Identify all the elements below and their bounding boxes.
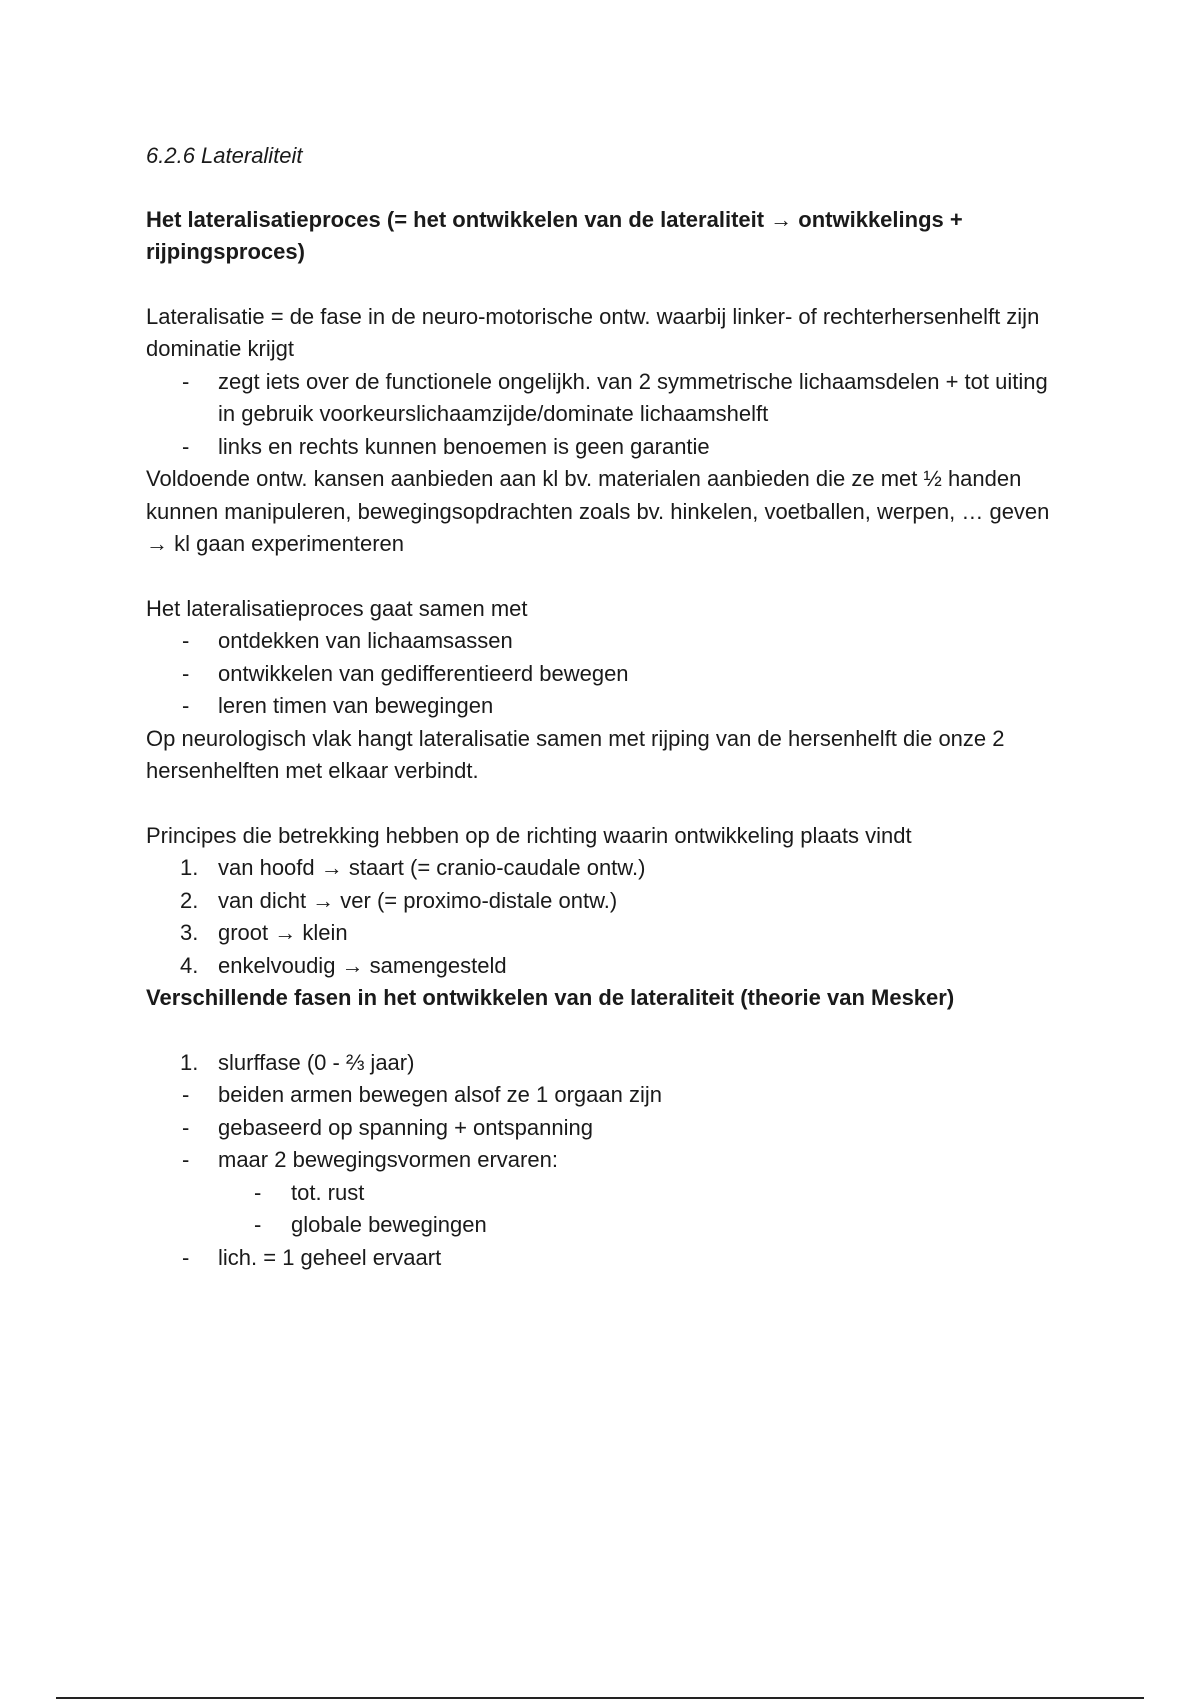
paragraph-principes: Principes die betrekking hebben op de richting waarin ontwikkeling plaats vindt: [146, 822, 912, 848]
bullet-list-samen-met: [146, 625, 1066, 723]
list-item-text: gebaseerd op spanning + ontspanning: [218, 1114, 593, 1140]
numbered-list-principes: [146, 852, 1066, 982]
numbered-list-fasen: [146, 1047, 1066, 1080]
list-item-text: links en rechts kunnen benoemen is geen garantie: [218, 433, 710, 459]
paragraph-ontwikkelingskansen: Voldoende ontw. kansen aanbieden aan kl bv. materialen aanbieden die ze met ½ handen kunnen manipuleren, bewegingsopdrachten zoals bv. hinkelen, voetballen, werpen, … geven → kl gaan experimenteren: [146, 466, 1050, 556]
page-bottom-divider: [56, 1697, 1144, 1699]
sub-bullet-list-bewegingsvormen: [146, 1177, 1066, 1242]
list-item: [146, 1047, 1066, 1080]
dash-marker: -: [182, 660, 190, 686]
paragraph-lateralisatie-definition: Lateralisatie = de fase in de neuro-motorische ontw. waarbij linker- of rechterhersenhelft zijn dominatie krijgt: [146, 303, 1040, 361]
list-item: [146, 852, 1066, 885]
number-marker: 1.: [180, 855, 199, 880]
list-item: [146, 690, 1066, 723]
number-marker: 1.: [180, 1049, 199, 1075]
number-marker: 4.: [180, 952, 199, 978]
list-item: [146, 1177, 1066, 1210]
number-marker: 3.: [180, 920, 199, 945]
dash-marker: -: [254, 1212, 262, 1237]
dash-marker: -: [182, 1082, 190, 1107]
list-item-text: lich. = 1 geheel ervaart: [218, 1244, 442, 1270]
list-item-text: groot → klein: [218, 920, 348, 945]
document-page: [146, 140, 1066, 1274]
dash-marker: -: [182, 693, 190, 718]
heading-lateralisatieproces: Het lateralisatieproces (= het ontwikkelen van de lateraliteit → ontwikkelings + rijpingsproces): [146, 206, 963, 264]
list-item-text: beiden armen bewegen alsof ze 1 orgaan zijn: [218, 1082, 662, 1107]
list-item-text: leren timen van bewegingen: [218, 693, 494, 718]
list-item-text: ontwikkelen van gedifferentieerd bewegen: [218, 660, 629, 686]
list-item-text: zegt iets over de functionele ongelijkh. van 2 symmetrische lichaamsdelen + tot uiting in gebruik voorkeurslichaamzijde/dominate lichaamshelft: [218, 368, 1048, 426]
paragraph-neurologisch: Op neurologisch vlak hangt lateralisatie samen met rijping van de hersenhelft die onze 2 hersenhelften met elkaar verbindt.: [146, 725, 1005, 783]
dash-marker: -: [182, 433, 190, 459]
list-item: [146, 885, 1066, 918]
list-item-text: maar 2 bewegingsvormen ervaren:: [218, 1147, 558, 1172]
dash-marker: -: [182, 1147, 190, 1172]
dash-marker: -: [182, 368, 190, 394]
list-item: [146, 1209, 1066, 1242]
heading-fasen-mesker: Verschillende fasen in het ontwikkelen van de lateraliteit (theorie van Mesker): [146, 985, 955, 1010]
dash-marker: -: [182, 1244, 190, 1270]
list-item-text: slurffase (0 - ⅔ jaar): [218, 1049, 415, 1075]
list-item: [146, 658, 1066, 691]
list-item: [146, 1242, 1066, 1275]
list-item: [146, 917, 1066, 950]
bullet-list-lateralisatie: [146, 366, 1066, 464]
list-item-text: van dicht → ver (= proximo-distale ontw.): [218, 887, 618, 913]
paragraph-gaat-samen-met: Het lateralisatieproces gaat samen met: [146, 595, 528, 621]
number-marker: 2.: [180, 887, 199, 913]
bullet-list-slurffase: [146, 1079, 1066, 1177]
list-item: [146, 366, 1066, 431]
list-item: [146, 1079, 1066, 1112]
list-item-text: van hoofd → staart (= cranio-caudale ontw.): [218, 855, 646, 880]
list-item-text: tot. rust: [291, 1179, 365, 1205]
dash-marker: -: [182, 1114, 190, 1140]
list-item: [146, 1144, 1066, 1177]
list-item: [146, 431, 1066, 464]
list-item-text: globale bewegingen: [291, 1212, 487, 1237]
list-item: [146, 1112, 1066, 1145]
dash-marker: -: [254, 1179, 262, 1205]
list-item-text: enkelvoudig → samengesteld: [218, 952, 507, 978]
list-item-text: ontdekken van lichaamsassen: [218, 628, 513, 653]
section-number: 6.2.6 Lateraliteit: [146, 143, 303, 168]
list-item: [146, 625, 1066, 658]
dash-marker: -: [182, 628, 190, 653]
bullet-list-slurffase-end: [146, 1242, 1066, 1275]
list-item: [146, 950, 1066, 983]
